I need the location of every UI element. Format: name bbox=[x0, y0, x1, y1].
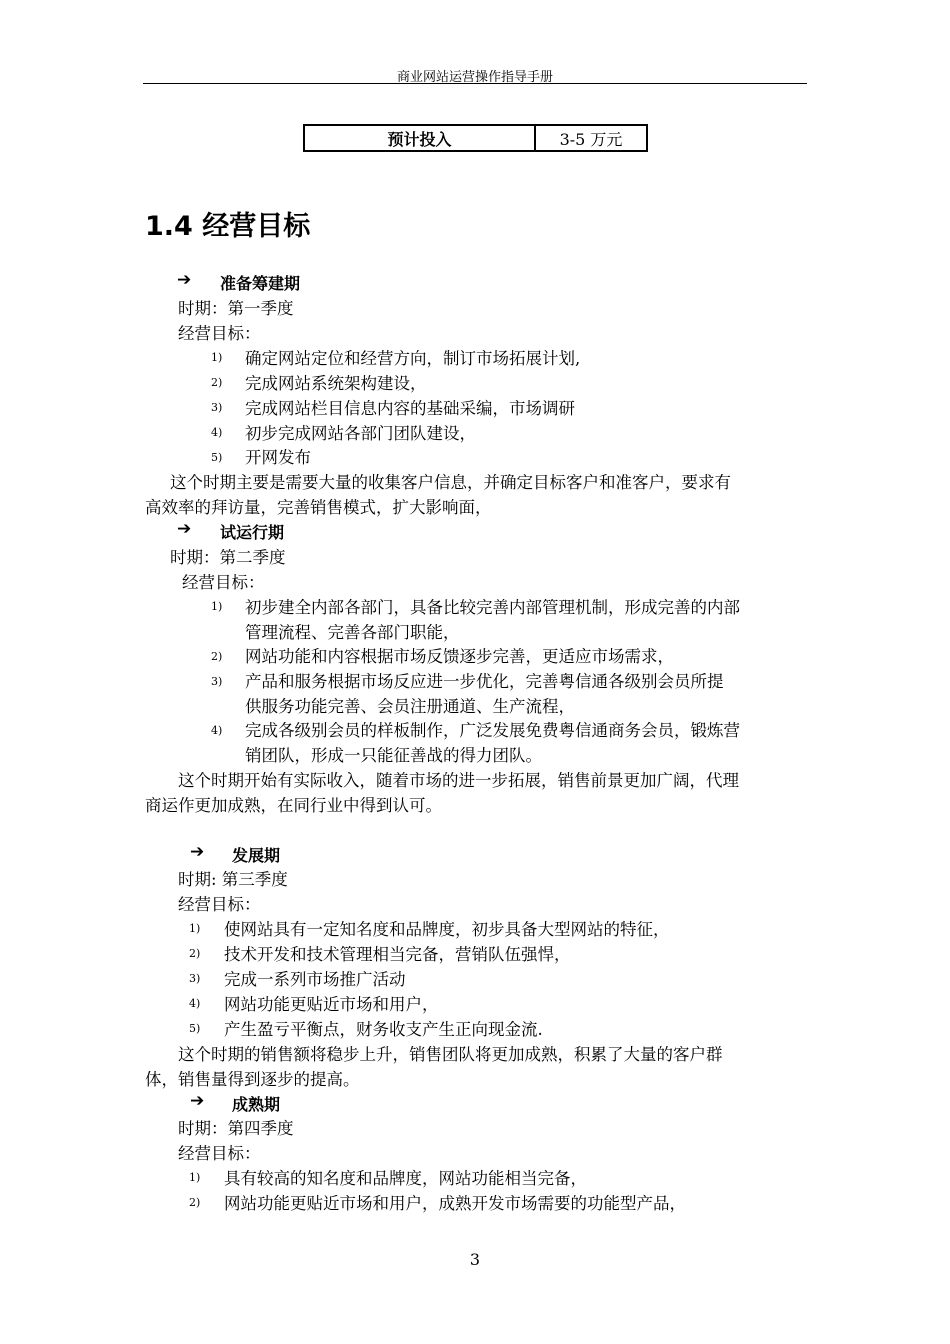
header-divider bbox=[143, 83, 807, 84]
phase2-summary-line1: 这个时期开始有实际收入，随着市场的进一步拓展，销售前景更加广阔，代理 bbox=[178, 771, 739, 790]
list-item: 确定网站定位和经营方向，制订市场拓展计划, bbox=[245, 349, 581, 368]
list-number: 1) bbox=[211, 351, 223, 364]
list-item: 初步建全内部各部门，具备比较完善内部管理机制，形成完善的内部 bbox=[245, 598, 740, 617]
phase2-period: 时期：第二季度 bbox=[170, 548, 286, 567]
page-header-title: 商业网站运营操作指导手册 bbox=[396, 70, 553, 85]
page-number: 3 bbox=[469, 1250, 481, 1269]
list-item: 完成网站系统架构建设， bbox=[245, 374, 427, 393]
list-number: 2) bbox=[211, 376, 223, 389]
phase1-goals-label: 经营目标： bbox=[178, 324, 261, 343]
list-item-continuation: 管理流程、完善各部门职能， bbox=[245, 623, 460, 642]
list-item: 完成各级别会员的样板制作，广泛发展免费粤信通商务会员，锻炼营 bbox=[245, 721, 740, 740]
phase3-summary-line1: 这个时期的销售额将稳步上升，销售团队将更加成熟，积累了大量的客户群 bbox=[178, 1045, 723, 1064]
list-item: 技术开发和技术管理相当完备，营销队伍强悍， bbox=[224, 945, 571, 964]
list-item: 产生盈亏平衡点，财务收支产生正向现金流. bbox=[224, 1020, 543, 1039]
list-number: 1) bbox=[211, 600, 223, 613]
investment-label: 预计投入 bbox=[304, 125, 535, 151]
phase3-summary-line2: 体，销售量得到逐步的提高。 bbox=[145, 1070, 360, 1089]
list-item: 使网站具有一定知名度和品牌度，初步具备大型网站的特征， bbox=[224, 920, 670, 939]
phase2-title: 试运行期 bbox=[220, 523, 285, 542]
list-item: 完成网站栏目信息内容的基础采编，市场调研 bbox=[245, 399, 575, 418]
list-item: 网站功能更贴近市场和用户， bbox=[224, 995, 439, 1014]
list-item: 完成一系列市场推广活动 bbox=[224, 970, 406, 989]
list-item-continuation: 销团队，形成一只能征善战的得力团队。 bbox=[245, 746, 542, 765]
arrow-icon: ➔ bbox=[177, 519, 192, 539]
phase3-period: 时期: 第三季度 bbox=[178, 870, 288, 889]
phase1-summary-line1: 这个时期主要是需要大量的收集客户信息，并确定目标客户和准客户，要求有 bbox=[170, 473, 731, 492]
list-number: 5) bbox=[189, 1022, 201, 1035]
phase3-goals-label: 经营目标： bbox=[178, 895, 261, 914]
phase4-period: 时期：第四季度 bbox=[178, 1119, 294, 1138]
list-item: 开网发布 bbox=[245, 448, 311, 467]
phase2-summary-line2: 商运作更加成熟，在同行业中得到认可。 bbox=[145, 796, 442, 815]
section-heading: 1.4 经营目标 bbox=[145, 211, 311, 242]
phase4-title: 成熟期 bbox=[232, 1095, 281, 1114]
list-item: 产品和服务根据市场反应进一步优化，完善粤信通各级别会员所提 bbox=[245, 672, 724, 691]
list-item: 初步完成网站各部门团队建设， bbox=[245, 424, 476, 443]
list-number: 2) bbox=[211, 650, 223, 663]
investment-value: 3-5 万元 bbox=[535, 125, 647, 151]
list-number: 4) bbox=[211, 724, 223, 737]
list-number: 5) bbox=[211, 451, 223, 464]
list-number: 1) bbox=[189, 922, 201, 935]
list-number: 2) bbox=[189, 1196, 201, 1209]
list-item: 网站功能更贴近市场和用户，成熟开发市场需要的功能型产品， bbox=[224, 1194, 686, 1213]
list-number: 3) bbox=[211, 675, 223, 688]
arrow-icon: ➔ bbox=[190, 1091, 205, 1111]
phase3-title: 发展期 bbox=[232, 846, 281, 865]
phase1-summary-line2: 高效率的拜访量，完善销售模式，扩大影响面， bbox=[145, 498, 492, 517]
list-item: 具有较高的知名度和品牌度，网站功能相当完备， bbox=[224, 1169, 587, 1188]
investment-table bbox=[303, 124, 648, 152]
list-number: 4) bbox=[211, 426, 223, 439]
phase1-period: 时期：第一季度 bbox=[178, 299, 294, 318]
list-number: 2) bbox=[189, 947, 201, 960]
phase4-goals-label: 经营目标： bbox=[178, 1144, 261, 1163]
list-number: 4) bbox=[189, 997, 201, 1010]
list-number: 1) bbox=[189, 1171, 201, 1184]
list-item: 网站功能和内容根据市场反馈逐步完善，更适应市场需求， bbox=[245, 647, 674, 666]
phase1-title: 准备筹建期 bbox=[220, 274, 301, 293]
arrow-icon: ➔ bbox=[177, 270, 192, 290]
phase2-goals-label: 经营目标： bbox=[182, 573, 265, 592]
arrow-icon: ➔ bbox=[190, 842, 205, 862]
list-number: 3) bbox=[211, 401, 223, 414]
list-number: 3) bbox=[189, 972, 201, 985]
list-item-continuation: 供服务功能完善、会员注册通道、生产流程， bbox=[245, 697, 575, 716]
